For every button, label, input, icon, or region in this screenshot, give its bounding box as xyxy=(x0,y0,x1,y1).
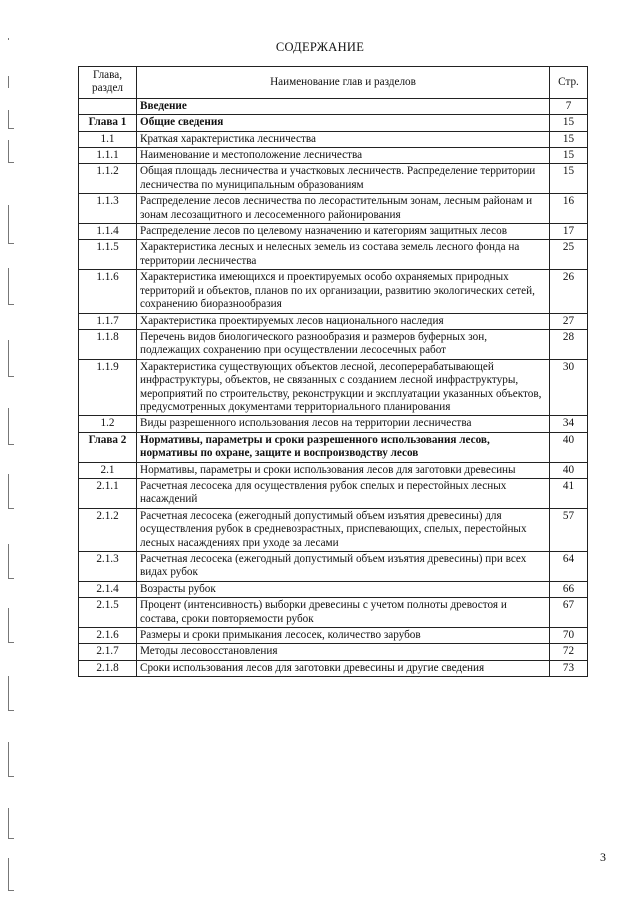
toc-section-title: Расчетная лесосека для осуществления рубок спелых и перестойных лесных насаждений xyxy=(137,478,550,508)
toc-row xyxy=(79,270,588,313)
toc-page-number: 16 xyxy=(550,194,588,224)
toc-row xyxy=(79,598,588,628)
toc-row xyxy=(79,432,588,462)
toc-section-title: Перечень видов биологического разнообразия и размеров буферных зон, подлежащих сохранению при осуществлении лесосечных работ xyxy=(137,329,550,359)
toc-row xyxy=(79,240,588,270)
toc-page-number: 64 xyxy=(550,552,588,582)
toc-page-number: 40 xyxy=(550,462,588,478)
toc-page-number: 17 xyxy=(550,224,588,240)
toc-section-number: 1.1.7 xyxy=(79,313,137,329)
toc-section-number: 1.1.1 xyxy=(79,148,137,164)
toc-section-title: Методы лесовосстановления xyxy=(137,644,550,660)
toc-row xyxy=(79,644,588,660)
toc-row xyxy=(79,581,588,597)
toc-body xyxy=(79,98,588,676)
toc-row xyxy=(79,164,588,194)
toc-row xyxy=(79,313,588,329)
toc-section-title: Наименование и местоположение лесничества xyxy=(137,148,550,164)
header-title: Наименование глав и разделов xyxy=(137,67,550,99)
toc-row xyxy=(79,115,588,131)
toc-page-number: 57 xyxy=(550,508,588,551)
toc-page-number: 27 xyxy=(550,313,588,329)
toc-section-title: Общие сведения xyxy=(137,115,550,131)
toc-page-number: 70 xyxy=(550,628,588,644)
header-chapter: Глава, раздел xyxy=(79,67,137,99)
toc-section-title: Размеры и сроки примыкания лесосек, количество зарубов xyxy=(137,628,550,644)
toc-section-number: 1.1.2 xyxy=(79,164,137,194)
toc-section-number: 2.1.7 xyxy=(79,644,137,660)
toc-section-number: 1.1.4 xyxy=(79,224,137,240)
toc-section-title: Характеристика имеющихся и проектируемых особо охраняемых природных территорий и объектов, планов по их организации, развитию экологических сетей, сохранению биоразнообразия xyxy=(137,270,550,313)
toc-page-number: 25 xyxy=(550,240,588,270)
toc-page-number: 67 xyxy=(550,598,588,628)
toc-section-number xyxy=(79,98,137,114)
toc-page-number: 41 xyxy=(550,478,588,508)
toc-section-title: Расчетная лесосека (ежегодный допустимый объем изъятия древесины) при всех видах рубок xyxy=(137,552,550,582)
toc-row xyxy=(79,478,588,508)
toc-section-number: 2.1.8 xyxy=(79,660,137,676)
toc-section-number: 2.1.6 xyxy=(79,628,137,644)
binding-edge-marks xyxy=(0,0,24,905)
toc-row xyxy=(79,359,588,416)
toc-section-number: 2.1.2 xyxy=(79,508,137,551)
toc-row xyxy=(79,148,588,164)
toc-section-title: Сроки использования лесов для заготовки древесины и другие сведения xyxy=(137,660,550,676)
toc-page-number: 15 xyxy=(550,115,588,131)
toc-section-number: 2.1 xyxy=(79,462,137,478)
toc-section-title: Введение xyxy=(137,98,550,114)
toc-section-number: Глава 1 xyxy=(79,115,137,131)
toc-section-title: Процент (интенсивность) выборки древесины с учетом полноты древостоя и состава, сроки повторяемости рубок xyxy=(137,598,550,628)
toc-page-number: 30 xyxy=(550,359,588,416)
toc-page-number: 73 xyxy=(550,660,588,676)
document-title: СОДЕРЖАНИЕ xyxy=(275,40,365,54)
toc-row xyxy=(79,329,588,359)
toc-row xyxy=(79,628,588,644)
toc-page-number: 28 xyxy=(550,329,588,359)
toc-row xyxy=(79,194,588,224)
toc-section-title: Расчетная лесосека (ежегодный допустимый объем изъятия древесины) для осуществления рубок в средневозрастных, приспевающих, спелых, перестойных лесных насаждениях при уходе за лесами xyxy=(137,508,550,551)
toc-section-number: 2.1.3 xyxy=(79,552,137,582)
toc-row xyxy=(79,131,588,147)
toc-row xyxy=(79,660,588,676)
toc-section-number: 1.1.8 xyxy=(79,329,137,359)
toc-section-title: Краткая характеристика лесничества xyxy=(137,131,550,147)
toc-page-number: 34 xyxy=(550,416,588,432)
toc-section-title: Возрасты рубок xyxy=(137,581,550,597)
toc-row xyxy=(79,462,588,478)
toc-section-title: Характеристика лесных и нелесных земель из состава земель лесного фонда на территории лесничества xyxy=(137,240,550,270)
toc-section-number: 1.1.3 xyxy=(79,194,137,224)
toc-section-title: Виды разрешенного использования лесов на территории лесничества xyxy=(137,416,550,432)
toc-section-number: Глава 2 xyxy=(79,432,137,462)
toc-section-number: 1.1.6 xyxy=(79,270,137,313)
toc-section-number: 2.1.5 xyxy=(79,598,137,628)
toc-row xyxy=(79,224,588,240)
toc-header-row xyxy=(79,67,588,99)
toc-section-title: Характеристика проектируемых лесов национального наследия xyxy=(137,313,550,329)
toc-row xyxy=(79,552,588,582)
toc-page-number: 15 xyxy=(550,164,588,194)
toc-page-number: 7 xyxy=(550,98,588,114)
toc-section-title: Распределение лесов лесничества по лесорастительным зонам, лесным районам и зонам лесозащитного и лесосеменного районирования xyxy=(137,194,550,224)
toc-page-number: 72 xyxy=(550,644,588,660)
toc-page-number: 15 xyxy=(550,148,588,164)
toc-section-title: Распределение лесов по целевому назначению и категориям защитных лесов xyxy=(137,224,550,240)
toc-row xyxy=(79,416,588,432)
toc-row xyxy=(79,98,588,114)
toc-section-number: 1.1.9 xyxy=(79,359,137,416)
toc-page-number: 15 xyxy=(550,131,588,147)
toc-section-title: Характеристика существующих объектов лесной, лесоперерабатывающей инфраструктуры, объектов, не связанных с созданием лесной инфраструктуры, мероприятий по строительству, реконструкции и эксплуатации указанных объектов, предусмотренных документами территориального планирования xyxy=(137,359,550,416)
toc-section-number: 1.1.5 xyxy=(79,240,137,270)
toc-section-number: 1.2 xyxy=(79,416,137,432)
toc-section-number: 1.1 xyxy=(79,131,137,147)
toc-page-number: 66 xyxy=(550,581,588,597)
toc-row xyxy=(79,508,588,551)
toc-table xyxy=(78,66,588,677)
toc-section-number: 2.1.1 xyxy=(79,478,137,508)
header-page: Стр. xyxy=(550,67,588,99)
toc-page-number: 40 xyxy=(550,432,588,462)
toc-section-title: Нормативы, параметры и сроки использования лесов для заготовки древесины xyxy=(137,462,550,478)
toc-section-title: Нормативы, параметры и сроки разрешенного использования лесов, нормативы по охране, защите и воспроизводству лесов xyxy=(137,432,550,462)
toc-section-title: Общая площадь лесничества и участковых лесничеств. Распределение территории лесничества по муниципальным образованиям xyxy=(137,164,550,194)
toc-page-number: 26 xyxy=(550,270,588,313)
toc-section-number: 2.1.4 xyxy=(79,581,137,597)
page-number: 3 xyxy=(600,850,606,864)
